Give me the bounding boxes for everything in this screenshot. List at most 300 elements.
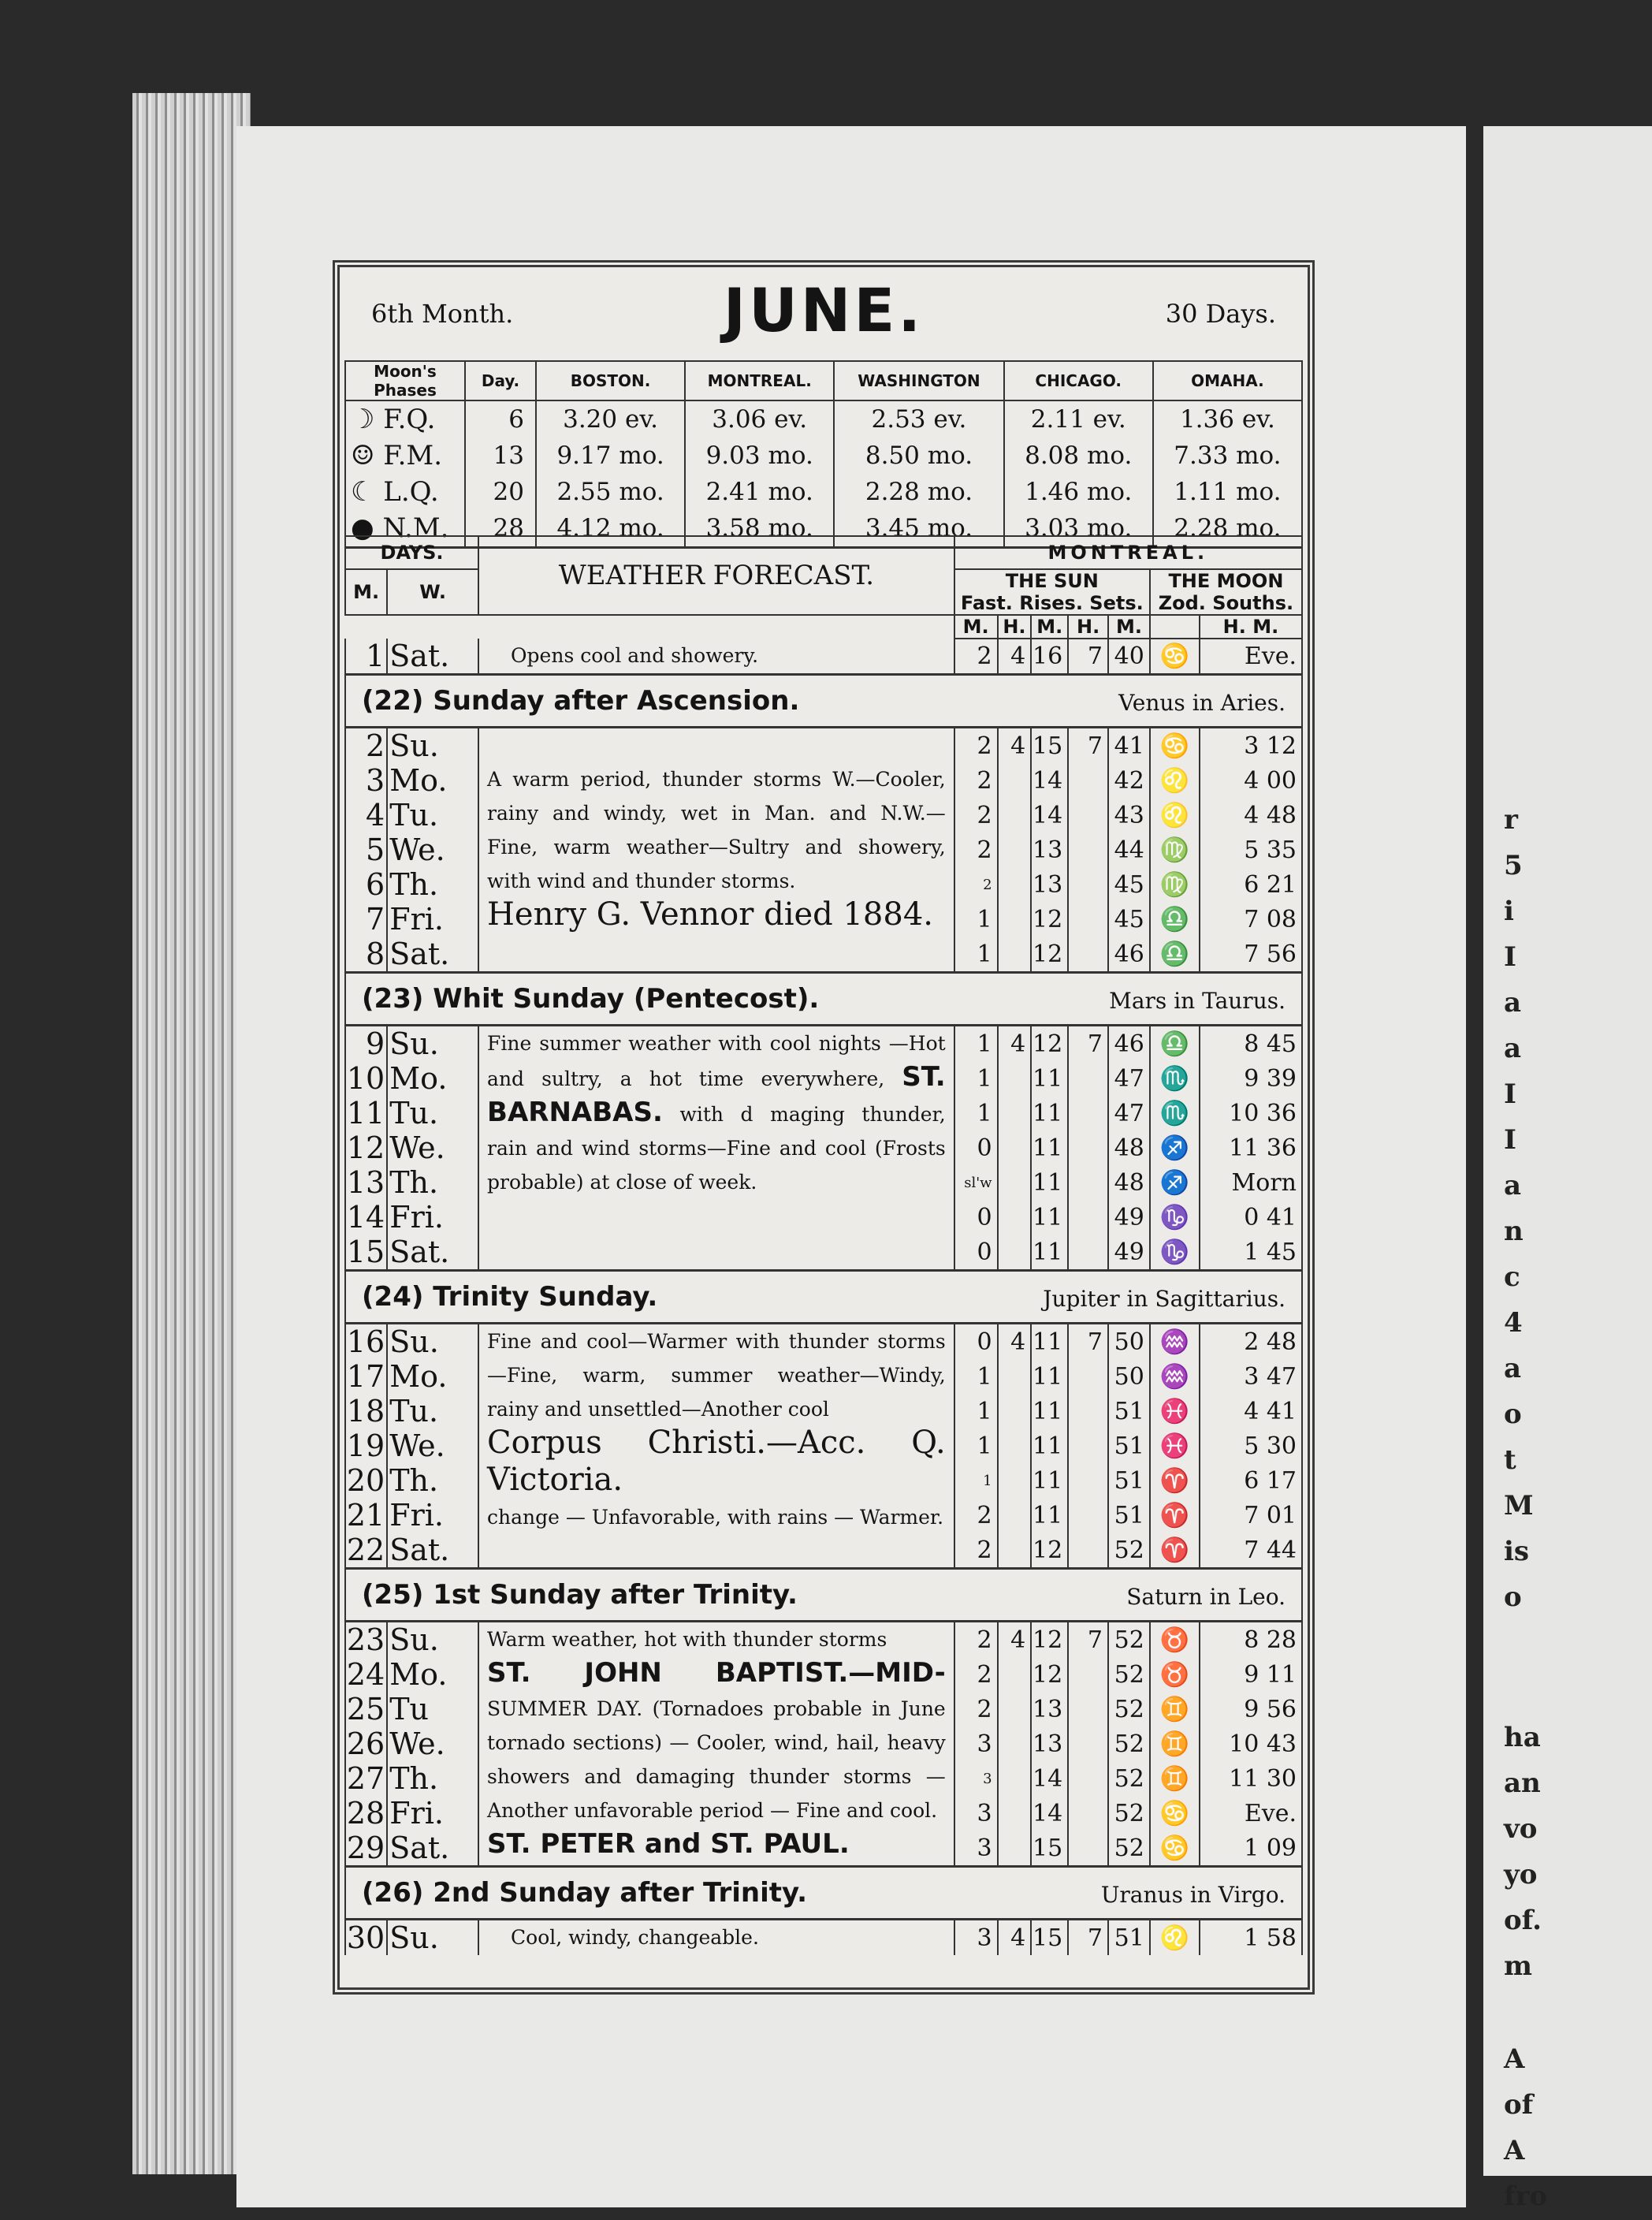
cell-rh bbox=[998, 1394, 1032, 1428]
cell-fast: 2 bbox=[954, 639, 998, 675]
cell-sm: 43 bbox=[1108, 798, 1150, 832]
cell-souths: 1 58 bbox=[1200, 1920, 1302, 1956]
days-label: DAYS. bbox=[345, 536, 478, 569]
weather-forecast-text bbox=[478, 1622, 954, 1867]
cell-zod: ♍ bbox=[1150, 867, 1200, 902]
cell-rh: 4 bbox=[998, 1026, 1032, 1062]
day-of-month: 5 bbox=[345, 832, 387, 867]
day-of-month: 11 bbox=[345, 1096, 387, 1130]
cell-zod: ♌ bbox=[1150, 798, 1200, 832]
day-of-week: Tu. bbox=[387, 1096, 478, 1130]
cell-fast: 3 bbox=[954, 1796, 998, 1831]
fast-label: Fast. bbox=[960, 592, 1013, 614]
zod-label: Zod. bbox=[1158, 592, 1206, 614]
cell-rm: 14 bbox=[1031, 763, 1068, 798]
cell-fast: 2 bbox=[954, 1692, 998, 1726]
cell-souths: 7 08 bbox=[1200, 902, 1302, 937]
phase-cell-day: 28 bbox=[465, 510, 536, 548]
phase-cell-chicago: 8.08 mo. bbox=[1004, 438, 1153, 474]
cell-souths: 5 35 bbox=[1200, 832, 1302, 867]
cell-sh bbox=[1068, 1498, 1108, 1533]
cell-souths: 11 30 bbox=[1200, 1761, 1302, 1796]
day-of-week: Sat. bbox=[387, 1533, 478, 1569]
cell-sm: 50 bbox=[1108, 1359, 1150, 1394]
right-page-fragment: a bbox=[1504, 1170, 1522, 1201]
cell-souths: Eve. bbox=[1200, 1796, 1302, 1831]
moon-label: THE MOON bbox=[1168, 570, 1284, 592]
cell-rh: 4 bbox=[998, 1920, 1032, 1956]
phase-cell-montreal: 3.06 ev. bbox=[685, 400, 834, 438]
right-page-fragment: vo bbox=[1504, 1813, 1538, 1845]
cell-sh bbox=[1068, 1130, 1108, 1165]
cell-fast: 2 bbox=[954, 798, 998, 832]
forecast-segment: Opens cool and showery. bbox=[511, 644, 759, 667]
cell-sh bbox=[1068, 1726, 1108, 1761]
day-of-month: 29 bbox=[345, 1831, 387, 1867]
cell-rh: 4 bbox=[998, 1622, 1032, 1658]
unit-m: M. bbox=[954, 615, 998, 639]
sets-label: Sets. bbox=[1089, 592, 1144, 614]
cell-zod: ♓ bbox=[1150, 1428, 1200, 1463]
cell-sm: 45 bbox=[1108, 867, 1150, 902]
right-page-fragment: 5 bbox=[1504, 850, 1523, 881]
forecast-segment: ST. JOHN BAPTIST.—MID- bbox=[487, 1657, 946, 1689]
cell-sm: 51 bbox=[1108, 1498, 1150, 1533]
cell-sh bbox=[1068, 1796, 1108, 1831]
cell-fast: 1 bbox=[954, 1359, 998, 1394]
phase-cell-phase: ☺ F.M. bbox=[345, 438, 465, 474]
forecast-segment: Corpus Christi.—Acc. Q. Victoria. bbox=[487, 1425, 946, 1499]
cell-rh bbox=[998, 1498, 1032, 1533]
cell-sm: 47 bbox=[1108, 1061, 1150, 1096]
cell-sh bbox=[1068, 1428, 1108, 1463]
cell-fast: 2 bbox=[954, 728, 998, 764]
day-of-week: Sat. bbox=[387, 639, 478, 675]
phase-cell-boston: 9.17 mo. bbox=[536, 438, 685, 474]
right-page-fragment: o bbox=[1504, 1581, 1522, 1613]
day-of-month: 25 bbox=[345, 1692, 387, 1726]
cell-souths: 6 17 bbox=[1200, 1463, 1302, 1498]
cell-zod: ♋ bbox=[1150, 1831, 1200, 1867]
forecast-segment: Cool, windy, changeable. bbox=[511, 1926, 759, 1950]
station-name-text: MONTREAL. bbox=[1047, 542, 1209, 564]
phase-col-header: BOSTON. bbox=[536, 361, 685, 400]
day-of-month: 19 bbox=[345, 1428, 387, 1463]
cell-rm: 12 bbox=[1031, 1622, 1068, 1658]
cell-rm: 14 bbox=[1031, 1761, 1068, 1796]
day-of-month: 16 bbox=[345, 1324, 387, 1360]
cell-fast: 1 bbox=[954, 937, 998, 973]
cell-souths: 9 56 bbox=[1200, 1692, 1302, 1726]
right-page-fragment: r bbox=[1504, 804, 1518, 836]
cell-rm: 12 bbox=[1031, 1533, 1068, 1569]
phase-col-header: Day. bbox=[465, 361, 536, 400]
cell-fast: 2 bbox=[954, 763, 998, 798]
cell-rh: 4 bbox=[998, 728, 1032, 764]
cell-sm: 40 bbox=[1108, 639, 1150, 675]
phase-cell-montreal: 9.03 mo. bbox=[685, 438, 834, 474]
cell-sh bbox=[1068, 1165, 1108, 1200]
day-of-month: 9 bbox=[345, 1026, 387, 1062]
cell-sm: 44 bbox=[1108, 832, 1150, 867]
day-of-week: Th. bbox=[387, 867, 478, 902]
cell-souths: 4 48 bbox=[1200, 798, 1302, 832]
day-of-week: Tu. bbox=[387, 798, 478, 832]
phase-row bbox=[345, 400, 1302, 438]
cell-rm: 14 bbox=[1031, 798, 1068, 832]
cell-souths: 10 43 bbox=[1200, 1726, 1302, 1761]
day-of-week: Tu bbox=[387, 1692, 478, 1726]
cell-rh bbox=[998, 1692, 1032, 1726]
cell-souths: Eve. bbox=[1200, 639, 1302, 675]
cell-sm: 48 bbox=[1108, 1130, 1150, 1165]
cell-sh bbox=[1068, 867, 1108, 902]
day-of-month: 18 bbox=[345, 1394, 387, 1428]
day-of-week: We. bbox=[387, 1726, 478, 1761]
cell-rm: 15 bbox=[1031, 1831, 1068, 1867]
day-of-month: 4 bbox=[345, 798, 387, 832]
cell-sh bbox=[1068, 902, 1108, 937]
cell-souths: 3 12 bbox=[1200, 728, 1302, 764]
cell-sh bbox=[1068, 798, 1108, 832]
cell-zod: ♊ bbox=[1150, 1726, 1200, 1761]
day-of-week: We. bbox=[387, 832, 478, 867]
day-of-week: Sat. bbox=[387, 1235, 478, 1271]
cell-zod: ♈ bbox=[1150, 1463, 1200, 1498]
cell-souths: 8 45 bbox=[1200, 1026, 1302, 1062]
cell-sm: 48 bbox=[1108, 1165, 1150, 1200]
book-page-edges bbox=[132, 93, 251, 2174]
cell-sh: 7 bbox=[1068, 639, 1108, 675]
unit-h1: H. bbox=[998, 615, 1032, 639]
right-page-fragment: o bbox=[1504, 1399, 1522, 1430]
right-page-fragment: a bbox=[1504, 1353, 1522, 1384]
day-of-week: Mo. bbox=[387, 1657, 478, 1692]
phase-cell-omaha: 2.28 mo. bbox=[1153, 510, 1302, 548]
day-of-month: 14 bbox=[345, 1200, 387, 1235]
cell-fast: 3 bbox=[954, 1726, 998, 1761]
cell-zod: ♋ bbox=[1150, 1796, 1200, 1831]
sun-label: THE SUN bbox=[1005, 570, 1099, 592]
cell-fast: 0 bbox=[954, 1130, 998, 1165]
moon-phases-table bbox=[344, 360, 1303, 549]
days-count: 30 Days. bbox=[1165, 299, 1276, 329]
cell-zod: ♌ bbox=[1150, 1920, 1200, 1956]
day-row bbox=[345, 1920, 1302, 1956]
cell-zod: ♑ bbox=[1150, 1235, 1200, 1271]
cell-zod: ♉ bbox=[1150, 1622, 1200, 1658]
cell-sh bbox=[1068, 1692, 1108, 1726]
cell-zod: ♎ bbox=[1150, 1026, 1200, 1062]
phase-cell-day: 6 bbox=[465, 400, 536, 438]
right-page-fragment: n bbox=[1504, 1216, 1524, 1247]
day-of-month: 12 bbox=[345, 1130, 387, 1165]
cell-souths: 4 00 bbox=[1200, 763, 1302, 798]
cell-rm: 11 bbox=[1031, 1463, 1068, 1498]
unit-m2: M. bbox=[1108, 615, 1150, 639]
cell-fast: 1 bbox=[954, 1463, 998, 1498]
cell-souths: 10 36 bbox=[1200, 1096, 1302, 1130]
w-label: W. bbox=[387, 569, 478, 615]
cell-souths: 0 41 bbox=[1200, 1200, 1302, 1235]
weather-forecast-text bbox=[478, 1920, 954, 1956]
planet-note: Mars in Taurus. bbox=[1109, 988, 1286, 1015]
cell-sh bbox=[1068, 1463, 1108, 1498]
weather-forecast-heading: WEATHER FORECAST. bbox=[478, 536, 954, 615]
moon-group-label bbox=[1150, 569, 1302, 615]
cell-sh bbox=[1068, 1200, 1108, 1235]
phase-cell-washington: 8.50 mo. bbox=[834, 438, 1003, 474]
cell-rh bbox=[998, 1235, 1032, 1271]
day-of-month: 22 bbox=[345, 1533, 387, 1569]
right-page bbox=[1483, 126, 1652, 2212]
cell-zod: ♏ bbox=[1150, 1061, 1200, 1096]
cell-souths: 7 44 bbox=[1200, 1533, 1302, 1569]
cell-zod: ♍ bbox=[1150, 832, 1200, 867]
day-of-month: 24 bbox=[345, 1657, 387, 1692]
calendar-table bbox=[344, 535, 1303, 1955]
sunday-heading-row bbox=[345, 973, 1302, 1026]
day-of-month: 15 bbox=[345, 1235, 387, 1271]
cell-rh bbox=[998, 1200, 1032, 1235]
cell-fast: 0 bbox=[954, 1200, 998, 1235]
day-of-month: 28 bbox=[345, 1796, 387, 1831]
phase-cell-chicago: 2.11 ev. bbox=[1004, 400, 1153, 438]
cell-sh bbox=[1068, 1096, 1108, 1130]
cell-fast: 1 bbox=[954, 1394, 998, 1428]
cell-sh bbox=[1068, 937, 1108, 973]
cell-souths: 4 41 bbox=[1200, 1394, 1302, 1428]
day-of-week: Su. bbox=[387, 1920, 478, 1956]
cell-sm: 46 bbox=[1108, 1026, 1150, 1062]
cell-rm: 11 bbox=[1031, 1235, 1068, 1271]
unit-h2: H. bbox=[1068, 615, 1108, 639]
phase-row bbox=[345, 474, 1302, 510]
day-of-month: 30 bbox=[345, 1920, 387, 1956]
cell-rh bbox=[998, 1761, 1032, 1796]
cell-zod: ♐ bbox=[1150, 1130, 1200, 1165]
month-header bbox=[340, 267, 1308, 354]
day-of-month: 3 bbox=[345, 763, 387, 798]
cell-souths: 1 45 bbox=[1200, 1235, 1302, 1271]
cell-souths: 8 28 bbox=[1200, 1622, 1302, 1658]
phase-col-header: Moon's Phases bbox=[345, 361, 465, 400]
day-of-week: Su. bbox=[387, 728, 478, 764]
cell-rh bbox=[998, 1130, 1032, 1165]
cell-souths: 11 36 bbox=[1200, 1130, 1302, 1165]
cell-fast: 1 bbox=[954, 1026, 998, 1062]
cell-zod: ♊ bbox=[1150, 1692, 1200, 1726]
cell-rm: 11 bbox=[1031, 1165, 1068, 1200]
cell-rm: 11 bbox=[1031, 1359, 1068, 1394]
almanac-frame bbox=[333, 260, 1315, 1995]
cell-sm: 51 bbox=[1108, 1428, 1150, 1463]
cell-fast: 3 bbox=[954, 1920, 998, 1956]
cell-rh bbox=[998, 1428, 1032, 1463]
cell-sh: 7 bbox=[1068, 1324, 1108, 1360]
cell-sm: 52 bbox=[1108, 1657, 1150, 1692]
sunday-label: (26) 2nd Sunday after Trinity. bbox=[362, 1877, 808, 1909]
cell-sm: 52 bbox=[1108, 1692, 1150, 1726]
rises-label: Rises. bbox=[1019, 592, 1083, 614]
day-of-week: Mo. bbox=[387, 1061, 478, 1096]
cell-fast: 2 bbox=[954, 1498, 998, 1533]
phase-col-header: MONTREAL. bbox=[685, 361, 834, 400]
cell-rm: 11 bbox=[1031, 1130, 1068, 1165]
cell-sm: 52 bbox=[1108, 1726, 1150, 1761]
right-page-fragment: A bbox=[1504, 2043, 1525, 2075]
right-page-fragment: of bbox=[1504, 2089, 1534, 2121]
cell-fast: 2 bbox=[954, 832, 998, 867]
cell-souths: 2 48 bbox=[1200, 1324, 1302, 1360]
weather-forecast-text bbox=[478, 639, 954, 675]
right-page-fragment: yo bbox=[1504, 1859, 1538, 1890]
cell-rh bbox=[998, 1165, 1032, 1200]
cell-sm: 52 bbox=[1108, 1831, 1150, 1867]
day-row bbox=[345, 639, 1302, 675]
sunday-heading-row bbox=[345, 675, 1302, 728]
planet-note: Uranus in Virgo. bbox=[1100, 1882, 1286, 1909]
cell-souths: 7 56 bbox=[1200, 937, 1302, 973]
cell-rh bbox=[998, 832, 1032, 867]
cell-zod: ♌ bbox=[1150, 763, 1200, 798]
cell-souths: 5 30 bbox=[1200, 1428, 1302, 1463]
forecast-segment: ST. BARNABAS. bbox=[487, 1061, 946, 1129]
sunday-heading-row bbox=[345, 1271, 1302, 1324]
right-page-fragment: an bbox=[1504, 1767, 1541, 1799]
weather-forecast-text bbox=[478, 728, 954, 973]
right-page-fragment: a bbox=[1504, 1033, 1522, 1064]
day-of-week: Su. bbox=[387, 1622, 478, 1658]
cell-zod: ♈ bbox=[1150, 1533, 1200, 1569]
phase-cell-boston: 2.55 mo. bbox=[536, 474, 685, 510]
cell-rh bbox=[998, 1657, 1032, 1692]
phase-cell-day: 20 bbox=[465, 474, 536, 510]
cell-rh bbox=[998, 1096, 1032, 1130]
day-of-week: Fri. bbox=[387, 1200, 478, 1235]
day-of-week: Mo. bbox=[387, 763, 478, 798]
cell-sm: 50 bbox=[1108, 1324, 1150, 1360]
day-of-week: Sat. bbox=[387, 937, 478, 973]
forecast-segment: Warm weather, hot with thunder storms bbox=[487, 1628, 887, 1652]
day-row bbox=[345, 1622, 1302, 1658]
planet-note: Jupiter in Sagittarius. bbox=[1043, 1286, 1286, 1313]
phase-col-header: WASHINGTON bbox=[834, 361, 1003, 400]
cell-sm: 46 bbox=[1108, 937, 1150, 973]
cell-fast: 1 bbox=[954, 1061, 998, 1096]
forecast-segment: Henry G. Vennor died 1884. bbox=[487, 896, 933, 933]
cell-zod: ♏ bbox=[1150, 1096, 1200, 1130]
day-of-week: We. bbox=[387, 1130, 478, 1165]
cell-fast: 2 bbox=[954, 1622, 998, 1658]
day-of-week: Su. bbox=[387, 1026, 478, 1062]
cell-zod: ♎ bbox=[1150, 902, 1200, 937]
cell-sm: 52 bbox=[1108, 1761, 1150, 1796]
day-of-week: Sat. bbox=[387, 1831, 478, 1867]
phase-cell-phase: ☾ L.Q. bbox=[345, 474, 465, 510]
phase-cell-montreal: 2.41 mo. bbox=[685, 474, 834, 510]
cell-fast: 0 bbox=[954, 1324, 998, 1360]
phase-cell-phase: ● N.M. bbox=[345, 510, 465, 548]
day-of-month: 21 bbox=[345, 1498, 387, 1533]
phase-cell-omaha: 7.33 mo. bbox=[1153, 438, 1302, 474]
cell-fast: 2 bbox=[954, 867, 998, 902]
cell-sm: 51 bbox=[1108, 1920, 1150, 1956]
day-of-week: Mo. bbox=[387, 1359, 478, 1394]
day-of-week: Fri. bbox=[387, 902, 478, 937]
cell-zod: ♎ bbox=[1150, 937, 1200, 973]
cell-rm: 14 bbox=[1031, 1796, 1068, 1831]
cell-rm: 11 bbox=[1031, 1324, 1068, 1360]
day-of-month: 17 bbox=[345, 1359, 387, 1394]
phase-row bbox=[345, 438, 1302, 474]
cell-rm: 11 bbox=[1031, 1394, 1068, 1428]
cell-rm: 12 bbox=[1031, 1026, 1068, 1062]
cell-rh bbox=[998, 1463, 1032, 1498]
cell-fast: 2 bbox=[954, 1533, 998, 1569]
forecast-segment: SUMMER DAY. (Tornadoes probable in June tornado sections) — Cooler, wind, hail, heavy showers and damaging thunder storms — Another unfavorable period — Fine and cool. bbox=[487, 1697, 946, 1823]
day-row bbox=[345, 1324, 1302, 1360]
cell-rm: 11 bbox=[1031, 1096, 1068, 1130]
cell-sm: 51 bbox=[1108, 1463, 1150, 1498]
right-page-fragment: fro bbox=[1504, 2181, 1548, 2212]
cell-sh bbox=[1068, 1761, 1108, 1796]
day-of-month: 26 bbox=[345, 1726, 387, 1761]
cell-souths: 3 47 bbox=[1200, 1359, 1302, 1394]
right-page-fragment: a bbox=[1504, 987, 1522, 1019]
cell-sh: 7 bbox=[1068, 1622, 1108, 1658]
cell-rm: 12 bbox=[1031, 937, 1068, 973]
day-of-month: 10 bbox=[345, 1061, 387, 1096]
right-page-fragment: M bbox=[1504, 1490, 1534, 1522]
cell-fast: 1 bbox=[954, 1096, 998, 1130]
cell-souths: Morn bbox=[1200, 1165, 1302, 1200]
day-of-week: Fri. bbox=[387, 1796, 478, 1831]
cell-sh bbox=[1068, 1359, 1108, 1394]
sunday-label: (22) Sunday after Ascension. bbox=[362, 685, 800, 717]
cell-sm: 49 bbox=[1108, 1200, 1150, 1235]
cell-sm: 52 bbox=[1108, 1796, 1150, 1831]
cell-sm: 51 bbox=[1108, 1394, 1150, 1428]
cell-sm: 42 bbox=[1108, 763, 1150, 798]
cell-sh bbox=[1068, 1533, 1108, 1569]
cell-sh bbox=[1068, 1657, 1108, 1692]
day-of-week: We. bbox=[387, 1428, 478, 1463]
cell-zod: ♐ bbox=[1150, 1165, 1200, 1200]
phase-col-header: CHICAGO. bbox=[1004, 361, 1153, 400]
cell-fast: 3 bbox=[954, 1831, 998, 1867]
phase-cell-washington: 3.45 mo. bbox=[834, 510, 1003, 548]
right-page-fragment: I bbox=[1504, 1078, 1516, 1110]
cell-souths: 9 11 bbox=[1200, 1657, 1302, 1692]
day-of-week: Tu. bbox=[387, 1394, 478, 1428]
cell-rh bbox=[998, 902, 1032, 937]
cell-rm: 12 bbox=[1031, 1657, 1068, 1692]
day-of-week: Fri. bbox=[387, 1498, 478, 1533]
day-row bbox=[345, 728, 1302, 764]
cell-rm: 11 bbox=[1031, 1498, 1068, 1533]
cell-rh bbox=[998, 1831, 1032, 1867]
cell-fast: 1 bbox=[954, 902, 998, 937]
cell-sm: 45 bbox=[1108, 902, 1150, 937]
station-name bbox=[954, 536, 1302, 569]
sunday-heading-row bbox=[345, 1867, 1302, 1920]
day-of-month: 1 bbox=[345, 639, 387, 675]
cell-sm: 52 bbox=[1108, 1533, 1150, 1569]
cell-rm: 11 bbox=[1031, 1428, 1068, 1463]
day-of-month: 7 bbox=[345, 902, 387, 937]
cell-zod: ♑ bbox=[1150, 1200, 1200, 1235]
